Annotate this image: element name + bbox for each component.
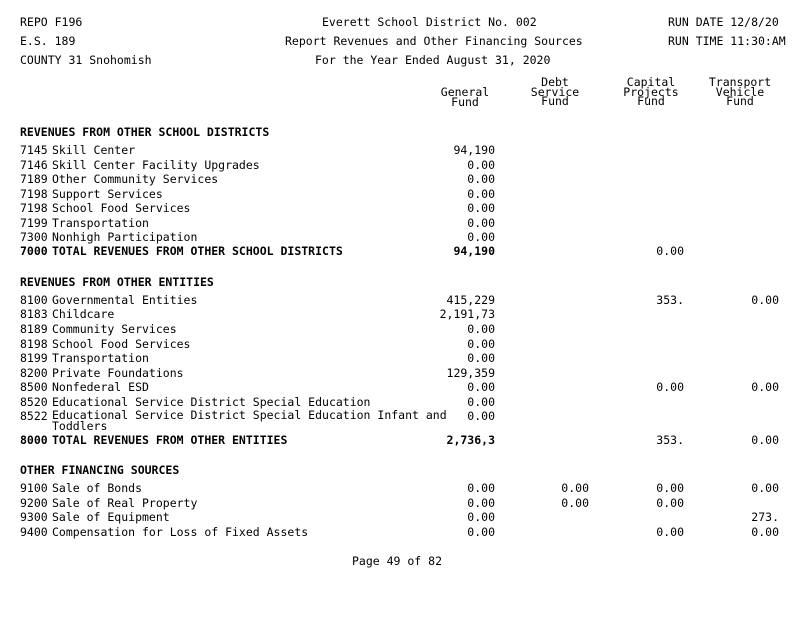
general-fund-value: 2,191,73 [439, 307, 495, 321]
row-code: 8189 [20, 322, 48, 336]
general-fund-value: 0.00 [467, 395, 495, 409]
section-title: REVENUES FROM OTHER SCHOOL DISTRICTS [20, 125, 270, 139]
row-code: 8100 [20, 293, 48, 307]
section-title: REVENUES FROM OTHER ENTITIES [20, 275, 214, 289]
row-code: 8522 [20, 409, 48, 423]
column-header-capital-projects: Capital Projects Fund [623, 75, 679, 108]
general-fund-value: 94,190 [453, 244, 495, 258]
run-time: RUN TIME 11:30:AM [668, 34, 786, 48]
row-code: 7146 [20, 158, 48, 172]
general-fund-value: 0.00 [467, 216, 495, 230]
transport-vehicle-value: 0.00 [751, 293, 779, 307]
general-fund-value: 415,229 [446, 293, 495, 307]
row-label: TOTAL REVENUES FROM OTHER SCHOOL DISTRICTS [52, 244, 343, 258]
column-header-debt-service: Debt Service Fund [530, 75, 580, 108]
section-title: OTHER FINANCING SOURCES [20, 463, 180, 477]
row-code: 7199 [20, 216, 48, 230]
transport-vehicle-value: 273. [751, 510, 779, 524]
row-label: Childcare [52, 307, 115, 321]
report-title: Report Revenues and Other Financing Sources [285, 34, 583, 48]
general-fund-value: 0.00 [467, 351, 495, 365]
row-label: Nonhigh Participation [52, 230, 198, 244]
row-label: Sale of Bonds [52, 481, 143, 495]
general-fund-value: 0.00 [467, 172, 495, 186]
row-label: TOTAL REVENUES FROM OTHER ENTITIES [52, 433, 288, 447]
row-code: 7000 [20, 244, 48, 258]
row-label: Sale of Real Property [52, 496, 198, 510]
row-label: Community Services [52, 322, 177, 336]
row-code: 9400 [20, 525, 48, 539]
capital-projects-value: 0.00 [656, 525, 684, 539]
general-fund-value: 0.00 [467, 158, 495, 172]
run-date: RUN DATE 12/8/20 [668, 15, 779, 29]
general-fund-value: 0.00 [467, 525, 495, 539]
transport-vehicle-value: 0.00 [751, 525, 779, 539]
row-code: 7198 [20, 201, 48, 215]
general-fund-value: 0.00 [467, 496, 495, 510]
row-code: 8198 [20, 337, 48, 351]
row-code: 8183 [20, 307, 48, 321]
general-fund-value: 0.00 [467, 380, 495, 394]
debt-service-value: 0.00 [561, 496, 589, 510]
capital-projects-value: 0.00 [656, 380, 684, 394]
row-code: 7189 [20, 172, 48, 186]
district-name: Everett School District No. 002 [322, 15, 537, 29]
report-period: For the Year Ended August 31, 2020 [315, 53, 551, 67]
general-fund-value: 0.00 [467, 337, 495, 351]
capital-projects-value: 0.00 [656, 244, 684, 258]
general-fund-value: 0.00 [467, 187, 495, 201]
general-fund-value: 129,359 [446, 366, 495, 380]
county-name: COUNTY 31 Snohomish [20, 53, 152, 67]
general-fund-value: 0.00 [467, 201, 495, 215]
general-fund-value: 2,736,3 [446, 433, 495, 447]
general-fund-value: 0.00 [467, 409, 495, 423]
row-code: 7145 [20, 143, 48, 157]
row-label: Educational Service District Special Education Infant and Toddlers [52, 408, 447, 433]
row-label: Transportation [52, 216, 149, 230]
row-code: 8520 [20, 395, 48, 409]
transport-vehicle-value: 0.00 [751, 433, 779, 447]
row-code: 9300 [20, 510, 48, 524]
column-header-general: General Fund [440, 85, 490, 109]
capital-projects-value: 0.00 [656, 481, 684, 495]
general-fund-value: 0.00 [467, 230, 495, 244]
esd-number: E.S. 189 [20, 34, 76, 48]
row-label: Transportation [52, 351, 149, 365]
capital-projects-value: 0.00 [656, 496, 684, 510]
row-code: 8200 [20, 366, 48, 380]
row-label: Support Services [52, 187, 163, 201]
row-label: Other Community Services [52, 172, 219, 186]
row-label: School Food Services [52, 201, 191, 215]
row-label: Sale of Equipment [52, 510, 170, 524]
transport-vehicle-value: 0.00 [751, 380, 779, 394]
row-label: Skill Center [52, 143, 136, 157]
row-label: Private Foundations [52, 366, 184, 380]
row-label: Compensation for Loss of Fixed Assets [52, 525, 309, 539]
page-number: Page 49 of 82 [352, 554, 443, 568]
row-label: Skill Center Facility Upgrades [52, 158, 260, 172]
column-header-transport-vehicle: Transport Vehicle Fund [708, 75, 772, 108]
row-code: 9200 [20, 496, 48, 510]
row-label: Educational Service District Special Education [52, 395, 371, 409]
row-label: Governmental Entities [52, 293, 198, 307]
row-code: 7198 [20, 187, 48, 201]
row-code: 8500 [20, 380, 48, 394]
transport-vehicle-value: 0.00 [751, 481, 779, 495]
general-fund-value: 0.00 [467, 510, 495, 524]
row-label: School Food Services [52, 337, 191, 351]
row-code: 9100 [20, 481, 48, 495]
row-code: 7300 [20, 230, 48, 244]
capital-projects-value: 353. [656, 433, 684, 447]
report-id: REPO F196 [20, 15, 83, 29]
debt-service-value: 0.00 [561, 481, 589, 495]
row-code: 8000 [20, 433, 48, 447]
row-code: 8199 [20, 351, 48, 365]
general-fund-value: 0.00 [467, 322, 495, 336]
general-fund-value: 0.00 [467, 481, 495, 495]
row-label: Nonfederal ESD [52, 380, 149, 394]
capital-projects-value: 353. [656, 293, 684, 307]
general-fund-value: 94,190 [453, 143, 495, 157]
